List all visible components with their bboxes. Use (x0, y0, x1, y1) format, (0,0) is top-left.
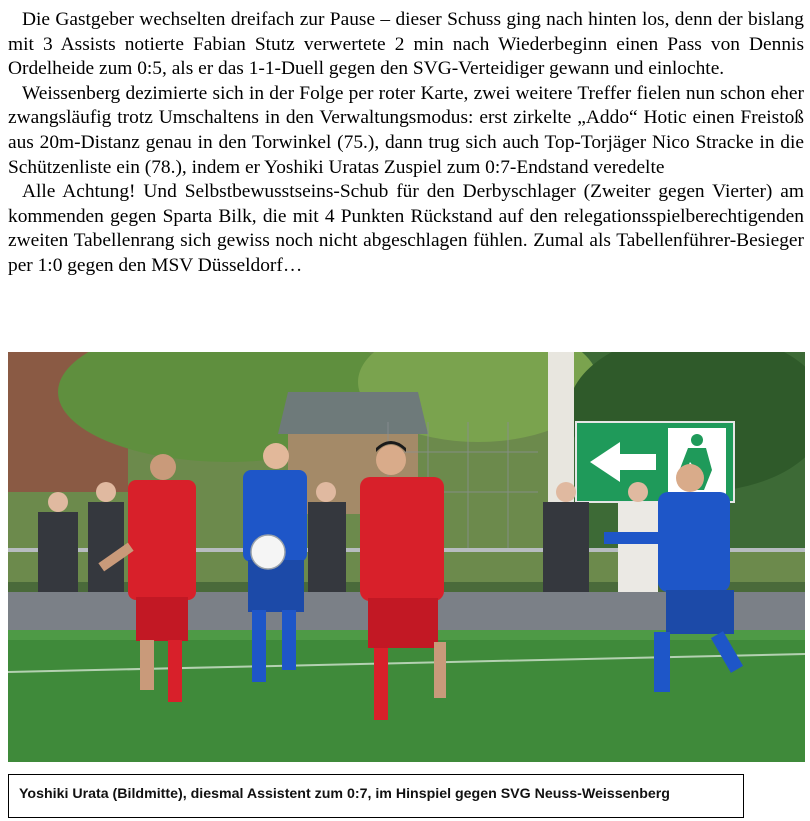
exit-sign-icon (576, 422, 734, 502)
article-paragraph-1: Die Gastgeber wechselten dreifach zur Pause – dieser Schuss ging nach hinten los, denn der bislang mit 3 Assists notierte Fabian Stutz verwertete 2 min nach Wiederbeginn einen Pass von Dennis Ordelheide zum 0:5, als er das 1-1-Duell gegen den SVG-Verteidiger gewann und einlochte. (8, 9, 804, 80)
article-paragraph-2: Weissenberg dezimierte sich in der Folge per roter Karte, zwei weitere Treffer fielen nun schon eher zwangsläufig trotz Umschaltens in den Verwaltungsmodus: erst zirkelte „Addo“ Hotic einen Freistoß aus 20m-Distanz genau in den Torwinkel (75.), dann trug sich auch Top-Torjäger Nico Stracke in die Schützenliste ein (78.), indem er Yoshiki Uratas Zuspiel zum 0:7-Endstand veredelte (8, 82, 804, 178)
photo-caption: Yoshiki Urata (Bildmitte), diesmal Assistent zum 0:7, im Hinspiel gegen SVG Neuss-Weissenberg (19, 786, 670, 802)
caption-box (8, 774, 744, 818)
article-text (8, 8, 804, 279)
match-photo (8, 352, 805, 762)
article-paragraph-3: Alle Achtung! Und Selbstbewusstseins-Schub für den Derbyschlager (Zweiter gegen Vierter) am kommenden gegen Sparta Bilk, die mit 4 Punkten Rückstand auf den relegationsspielberechtigenden zweiten Tabellenrang sich gewiss noch nicht abgeschlagen fühlen. Zumal als Tabellenführer-Besieger per 1:0 gegen den MSV Düsseldorf… (8, 181, 804, 276)
football-icon (251, 535, 285, 569)
